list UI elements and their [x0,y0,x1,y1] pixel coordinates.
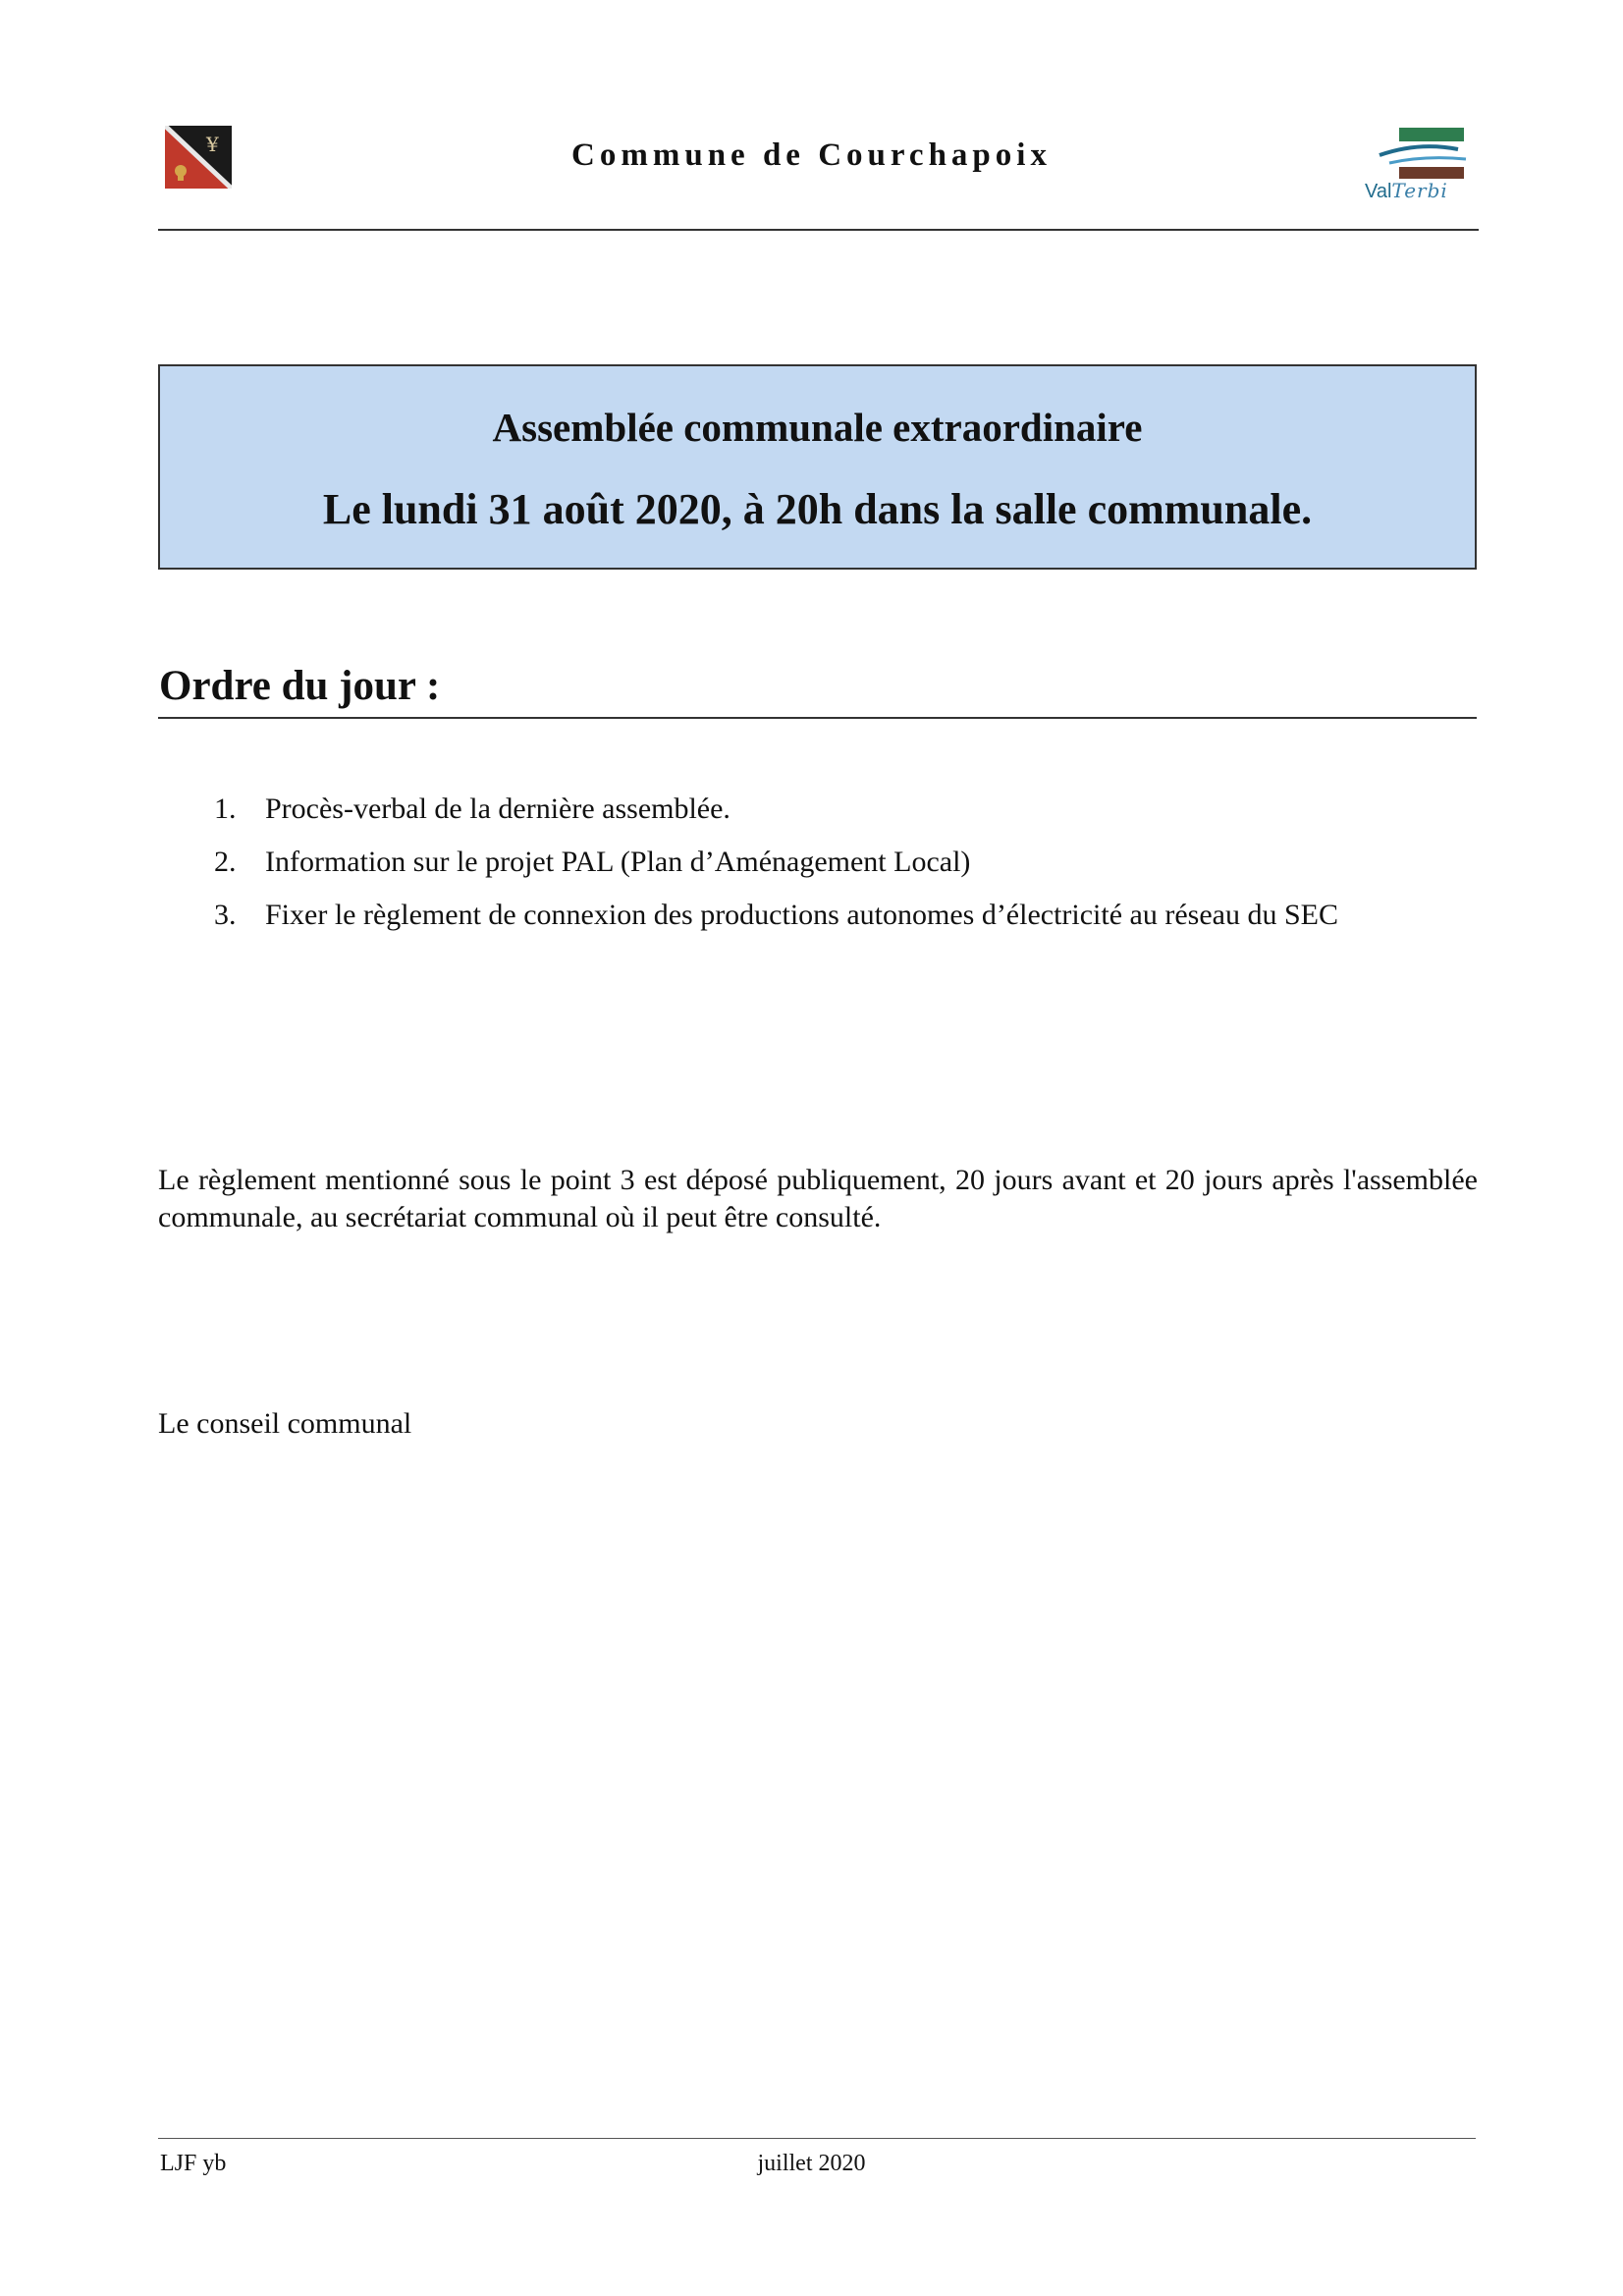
footer-initials: LJF yb [160,2151,227,2176]
commune-title: Commune de Courchapoix [571,137,1052,173]
valterbi-logo-text [1365,179,1448,203]
agenda-item [214,839,1490,892]
valterbi-plain: Val [1365,181,1392,202]
agenda-item [214,786,1490,839]
agenda-item-text: Fixer le règlement de connexion des productions autonomes d’électricité au réseau du SEC [265,899,1338,931]
commune-crest-logo [165,126,232,189]
valterbi-script: Terbi [1391,179,1448,202]
agenda-divider [158,717,1477,719]
header-divider [158,229,1479,231]
agenda-item-text: Procès-verbal de la dernière assemblée. [265,793,730,825]
agenda-item-number: 2. [214,846,237,878]
agenda-item-text: Information sur le projet PAL (Plan d’Aménagement Local) [265,846,971,878]
regulation-notice: Le règlement mentionné sous le point 3 est déposé publiquement, 20 jours avant et 20 jours après l'assemblée communale, au secrétariat communal où il peut être consulté. [158,1164,1478,1233]
footer-divider [158,2138,1476,2139]
agenda-item [214,892,1490,945]
assembly-title: Assemblée communale extraordinaire [492,405,1143,450]
svg-text:¥: ¥ [206,133,219,156]
agenda-item-number: 1. [214,793,237,825]
footer-date: juillet 2020 [757,2151,866,2176]
assembly-title-box [158,364,1477,570]
agenda-item-number: 3. [214,899,237,931]
signature: Le conseil communal [158,1407,412,1440]
agenda-heading: Ordre du jour : [159,663,441,709]
assembly-date-location: Le lundi 31 août 2020, à 20h dans la salle communale. [322,485,1313,533]
agenda-list [214,786,1490,945]
